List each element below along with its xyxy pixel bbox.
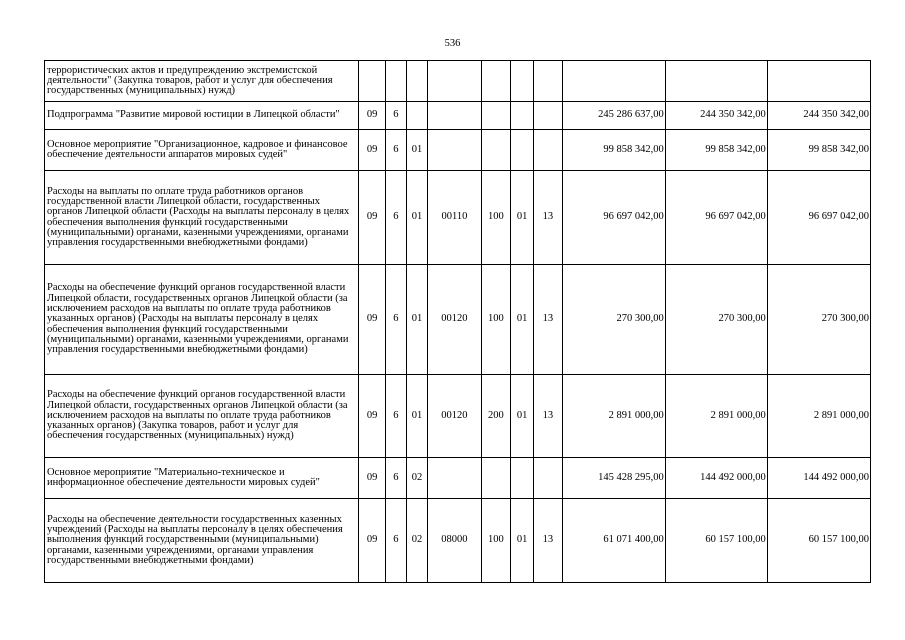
row-name-cell: Расходы на обеспечение функций органов государственной власти Липецкой области, государственных органов Липецкой области (за исключением расходов на выплаты по оплате труда работников указанных органов) (Расходы на выплаты персоналу в целях обеспечения выполнения функций государственными (муниципальными) органами, казенными учреждениями, органами управления государственными внебюджетными фондами)	[45, 265, 359, 375]
amount-year2-cell: 99 858 342,00	[665, 130, 767, 171]
direction-code-cell: 00110	[428, 171, 482, 265]
direction-code-cell	[428, 130, 482, 171]
direction-code-cell: 00120	[428, 265, 482, 375]
amount-year3-cell: 2 891 000,00	[767, 375, 870, 458]
direction-code-cell: 00120	[428, 375, 482, 458]
amount-year2-cell: 96 697 042,00	[665, 171, 767, 265]
direction-code-cell: 08000	[428, 499, 482, 583]
expense-type-code-cell	[481, 458, 510, 499]
section-code-cell	[511, 102, 534, 130]
amount-year1-cell: 61 071 400,00	[562, 499, 665, 583]
amount-year3-cell	[767, 61, 870, 102]
row-name-cell: Расходы на обеспечение деятельности государственных казенных учреждений (Расходы на выплаты персоналу в целях обеспечения выполнения функций государственными (муниципальными) органами, казенными учреждениями, органами управления государственными внебюджетными фондами)	[45, 499, 359, 583]
subprogram-code-cell: 6	[385, 458, 406, 499]
main-event-code-cell	[406, 102, 427, 130]
section-code-cell: 01	[511, 499, 534, 583]
amount-year2-cell	[665, 61, 767, 102]
main-event-code-cell: 02	[406, 499, 427, 583]
section-code-cell	[511, 130, 534, 171]
table-row	[45, 102, 871, 130]
expense-type-code-cell: 200	[481, 375, 510, 458]
row-name-cell: террористических актов и предупреждению экстремистской деятельности" (Закупка товаров, работ и услуг для обеспечения государственных (муниципальных) нужд)	[45, 61, 359, 102]
subsection-code-cell: 13	[534, 499, 562, 583]
section-code-cell	[511, 458, 534, 499]
subprogram-code-cell: 6	[385, 265, 406, 375]
amount-year1-cell: 99 858 342,00	[562, 130, 665, 171]
subprogram-code-cell: 6	[385, 102, 406, 130]
amount-year1-cell: 245 286 637,00	[562, 102, 665, 130]
amount-year1-cell: 145 428 295,00	[562, 458, 665, 499]
table-row	[45, 61, 871, 102]
expense-type-code-cell	[481, 102, 510, 130]
amount-year3-cell: 244 350 342,00	[767, 102, 870, 130]
subprogram-code-cell: 6	[385, 171, 406, 265]
table-row	[45, 499, 871, 583]
amount-year3-cell: 270 300,00	[767, 265, 870, 375]
amount-year1-cell	[562, 61, 665, 102]
table-row	[45, 458, 871, 499]
main-event-code-cell	[406, 61, 427, 102]
section-code-cell: 01	[511, 265, 534, 375]
direction-code-cell	[428, 458, 482, 499]
direction-code-cell	[428, 61, 482, 102]
program-code-cell: 09	[359, 499, 385, 583]
amount-year2-cell: 270 300,00	[665, 265, 767, 375]
table-row	[45, 265, 871, 375]
amount-year3-cell: 96 697 042,00	[767, 171, 870, 265]
section-code-cell: 01	[511, 375, 534, 458]
main-event-code-cell: 01	[406, 265, 427, 375]
amount-year1-cell: 2 891 000,00	[562, 375, 665, 458]
amount-year2-cell: 2 891 000,00	[665, 375, 767, 458]
expense-type-code-cell: 100	[481, 265, 510, 375]
program-code-cell	[359, 61, 385, 102]
expense-type-code-cell: 100	[481, 499, 510, 583]
amount-year2-cell: 144 492 000,00	[665, 458, 767, 499]
expense-type-code-cell: 100	[481, 171, 510, 265]
subsection-code-cell: 13	[534, 171, 562, 265]
subprogram-code-cell: 6	[385, 130, 406, 171]
program-code-cell: 09	[359, 171, 385, 265]
amount-year1-cell: 270 300,00	[562, 265, 665, 375]
subsection-code-cell: 13	[534, 375, 562, 458]
program-code-cell: 09	[359, 130, 385, 171]
amount-year3-cell: 60 157 100,00	[767, 499, 870, 583]
subsection-code-cell: 13	[534, 265, 562, 375]
direction-code-cell	[428, 102, 482, 130]
amount-year3-cell: 144 492 000,00	[767, 458, 870, 499]
expense-type-code-cell	[481, 130, 510, 171]
main-event-code-cell: 01	[406, 375, 427, 458]
table-row	[45, 375, 871, 458]
program-code-cell: 09	[359, 265, 385, 375]
subprogram-code-cell: 6	[385, 499, 406, 583]
subsection-code-cell	[534, 102, 562, 130]
program-code-cell: 09	[359, 102, 385, 130]
budget-table	[44, 60, 871, 583]
program-code-cell: 09	[359, 458, 385, 499]
amount-year2-cell: 244 350 342,00	[665, 102, 767, 130]
amount-year2-cell: 60 157 100,00	[665, 499, 767, 583]
main-event-code-cell: 01	[406, 171, 427, 265]
program-code-cell: 09	[359, 375, 385, 458]
section-code-cell: 01	[511, 171, 534, 265]
row-name-cell: Основное мероприятие "Организационное, кадровое и финансовое обеспечение деятельности аппаратов мировых судей"	[45, 130, 359, 171]
subprogram-code-cell: 6	[385, 375, 406, 458]
subprogram-code-cell	[385, 61, 406, 102]
main-event-code-cell: 02	[406, 458, 427, 499]
row-name-cell: Расходы на выплаты по оплате труда работников органов государственной власти Липецкой области, государственных органов Липецкой области (Расходы на выплаты персоналу в целях обеспечения выполнения функций государственными (муниципальными) органами, казенными учреждениями, органами управления государственными внебюджетными фондами)	[45, 171, 359, 265]
subsection-code-cell	[534, 130, 562, 171]
row-name-cell: Основное мероприятие "Материально-техническое и информационное обеспечение деятельности мировых судей"	[45, 458, 359, 499]
subsection-code-cell	[534, 458, 562, 499]
row-name-cell: Подпрограмма "Развитие мировой юстиции в Липецкой области"	[45, 102, 359, 130]
table-row	[45, 171, 871, 265]
amount-year1-cell: 96 697 042,00	[562, 171, 665, 265]
page-number: 536	[444, 38, 461, 49]
main-event-code-cell: 01	[406, 130, 427, 171]
section-code-cell	[511, 61, 534, 102]
amount-year3-cell: 99 858 342,00	[767, 130, 870, 171]
row-name-cell: Расходы на обеспечение функций органов государственной власти Липецкой области, государственных органов Липецкой области (за исключением расходов на выплаты по оплате труда работников указанных органов) (Закупка товаров, работ и услуг для обеспечения государственных (муниципальных) нужд)	[45, 375, 359, 458]
expense-type-code-cell	[481, 61, 510, 102]
table-row	[45, 130, 871, 171]
subsection-code-cell	[534, 61, 562, 102]
